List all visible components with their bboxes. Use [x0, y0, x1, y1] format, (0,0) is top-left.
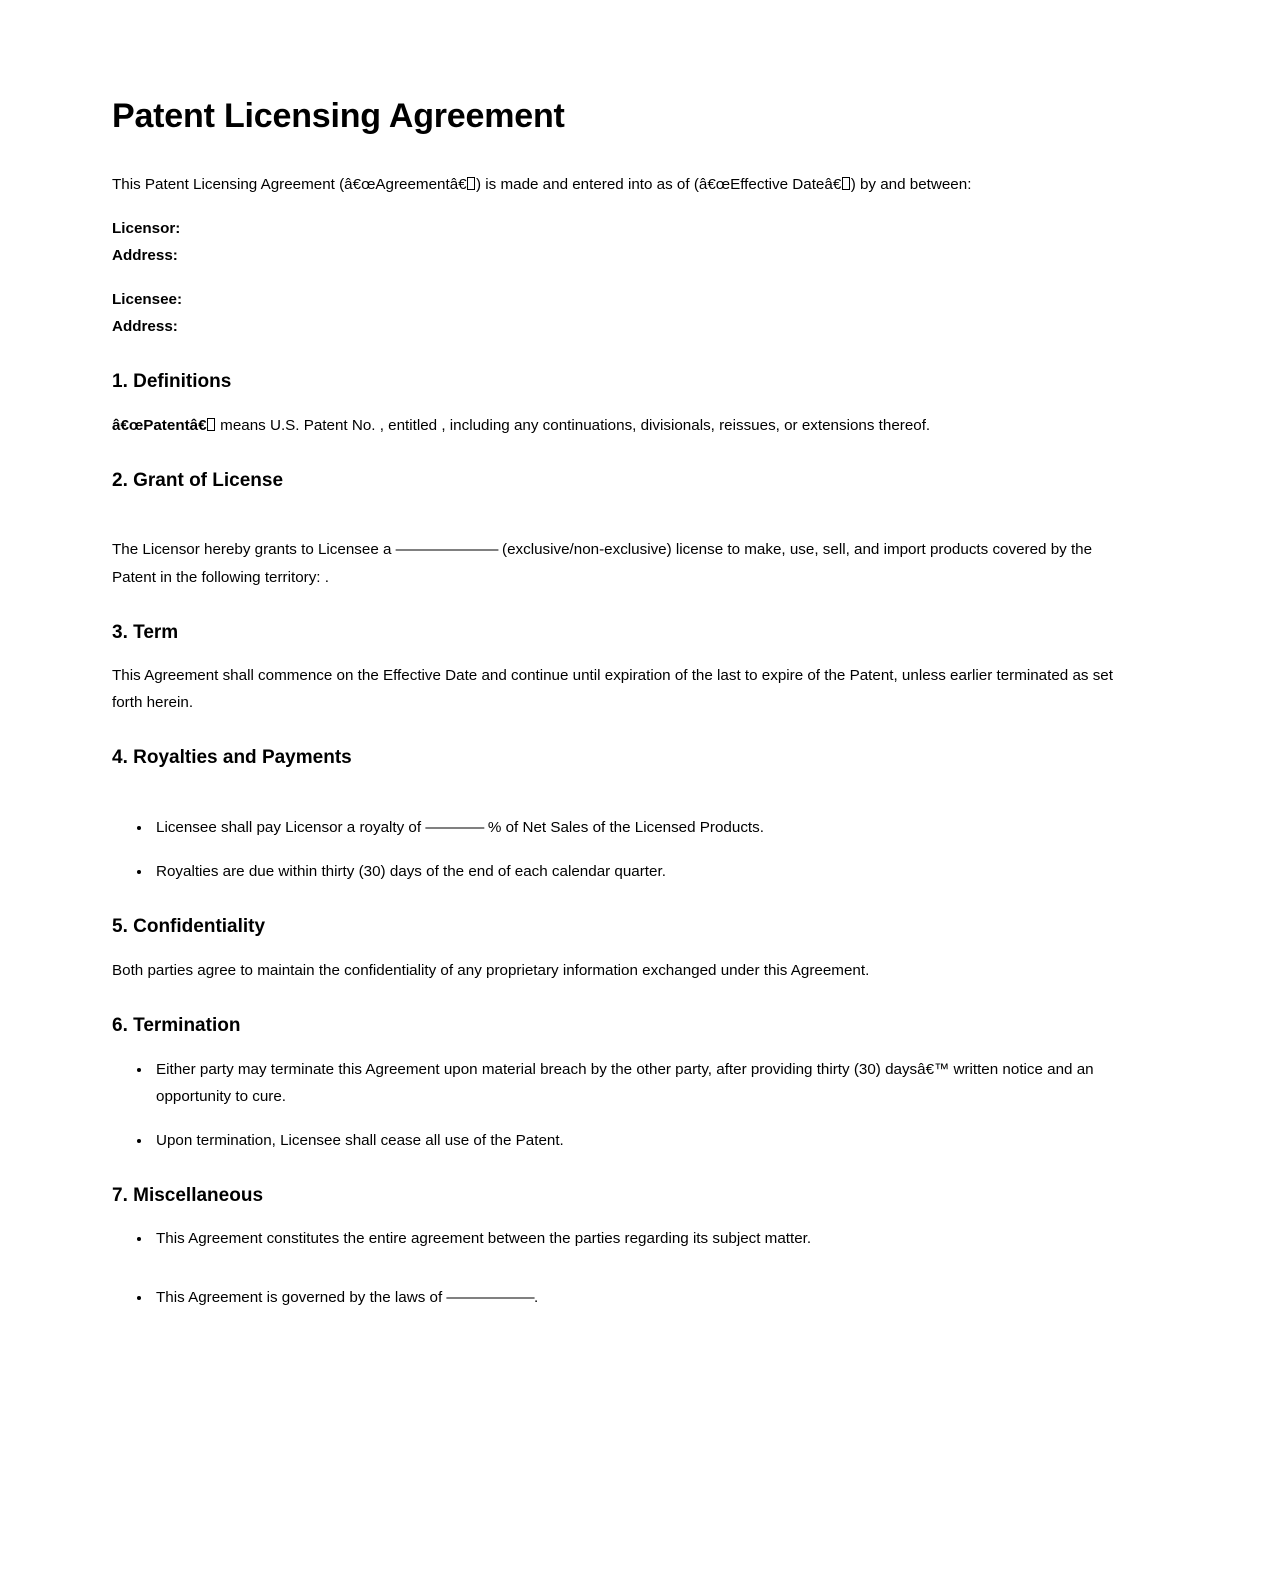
- licensor-address-label: Address:: [112, 246, 178, 264]
- royalty-text-after: % of Net Sales of the Licensed Products.: [483, 819, 764, 837]
- intro-text-between: ) is made and entered into as of (: [476, 175, 699, 193]
- mojibake-open-quote-3: â€œ: [112, 416, 144, 434]
- licensee-address-label: Address:: [112, 317, 178, 335]
- missing-glyph-box-icon: [842, 177, 850, 189]
- intro-text-before: This Patent Licensing Agreement (: [112, 175, 345, 193]
- list-item: [152, 814, 1135, 841]
- fill-in-blank-governing-law: ——————: [446, 1289, 534, 1307]
- section-heading-miscellaneous: 7. Miscellaneous: [112, 1184, 264, 1206]
- termination-bullet-list: [112, 1056, 1135, 1154]
- section-heading-termination: 6. Termination: [112, 1014, 241, 1036]
- termination-text-before: Either party may terminate this Agreement upon material breach by the other party, after providing thirty (30) days: [156, 1060, 918, 1078]
- definition-text: means U.S. Patent No. , entitled , including any continuations, divisionals, reissues, or extensions thereof.: [215, 416, 931, 434]
- royalties-bullet-list: [112, 814, 1135, 885]
- section-heading-grant-of-license: 2. Grant of License: [112, 469, 284, 491]
- list-item: [152, 1056, 1135, 1110]
- grant-paragraph: [112, 536, 1135, 590]
- intro-paragraph: [112, 171, 1135, 198]
- mojibake-close-quote-2: â€: [824, 175, 842, 193]
- fill-in-blank-license-type: ———————: [395, 541, 498, 559]
- section-heading-royalties-and-payments: 4. Royalties and Payments: [112, 747, 352, 769]
- defined-term-patent: Patent: [143, 416, 190, 434]
- list-item: • Upon termination, Licensee shall cease all use of the Patent.: [152, 1127, 1135, 1154]
- mojibake-apostrophe: â€™: [917, 1060, 950, 1078]
- governing-law-text-after: .: [533, 1289, 539, 1307]
- mojibake-open-quote: â€œ: [344, 175, 376, 193]
- licensee-label: Licensee:: [112, 290, 183, 308]
- licensor-label: Licensor:: [112, 219, 181, 237]
- grant-text-before: The Licensor hereby grants to Licensee a: [112, 541, 396, 559]
- section-heading-confidentiality: 5. Confidentiality: [112, 916, 266, 938]
- confidentiality-paragraph: Both parties agree to maintain the confidentiality of any proprietary information exchanged under this Agreement.: [112, 961, 870, 979]
- empty-paragraph: [112, 505, 1135, 519]
- section-heading-definitions: 1. Definitions: [112, 371, 232, 393]
- mojibake-open-quote-2: â€œ: [698, 175, 731, 193]
- termination-text-after: written notice and an opportunity to cure.: [156, 1060, 1094, 1105]
- definition-patent: [112, 412, 1135, 439]
- term-paragraph: This Agreement shall commence on the Effective Date and continue until expiration of the last to expire of the Patent, unless earlier terminated as set forth herein.: [112, 667, 1113, 712]
- grant-text-after: (exclusive/non-exclusive) license to make, use, sell, and import products covered by the Patent in the following territory: .: [112, 541, 1093, 586]
- fill-in-blank-royalty-percent: ————: [425, 819, 484, 837]
- list-item: [152, 1284, 1135, 1311]
- licensee-block: [112, 286, 1135, 340]
- intro-text-after: ) by and between:: [850, 175, 972, 193]
- list-item: • This Agreement constitutes the entire agreement between the parties regarding its subject matter.: [152, 1225, 1135, 1252]
- page-title: Patent Licensing Agreement: [112, 97, 565, 135]
- quoted-term-effective-date: Effective Date: [730, 175, 825, 193]
- section-heading-term: 3. Term: [112, 621, 179, 643]
- missing-glyph-box-icon: [207, 418, 215, 430]
- missing-glyph-box-icon: [467, 177, 475, 189]
- royalty-text-before: Licensee shall pay Licensor a royalty of: [156, 819, 426, 837]
- miscellaneous-bullet-list: [112, 1225, 1135, 1311]
- mojibake-close-quote: â€: [449, 175, 467, 193]
- governing-law-text-before: This Agreement is governed by the laws of: [156, 1289, 447, 1307]
- licensor-block: [112, 215, 1135, 269]
- mojibake-close-quote-3: â€: [189, 416, 207, 434]
- quoted-term-agreement: Agreement: [375, 175, 450, 193]
- list-item: • Royalties are due within thirty (30) days of the end of each calendar quarter.: [152, 858, 1135, 885]
- empty-paragraph: [112, 783, 1135, 797]
